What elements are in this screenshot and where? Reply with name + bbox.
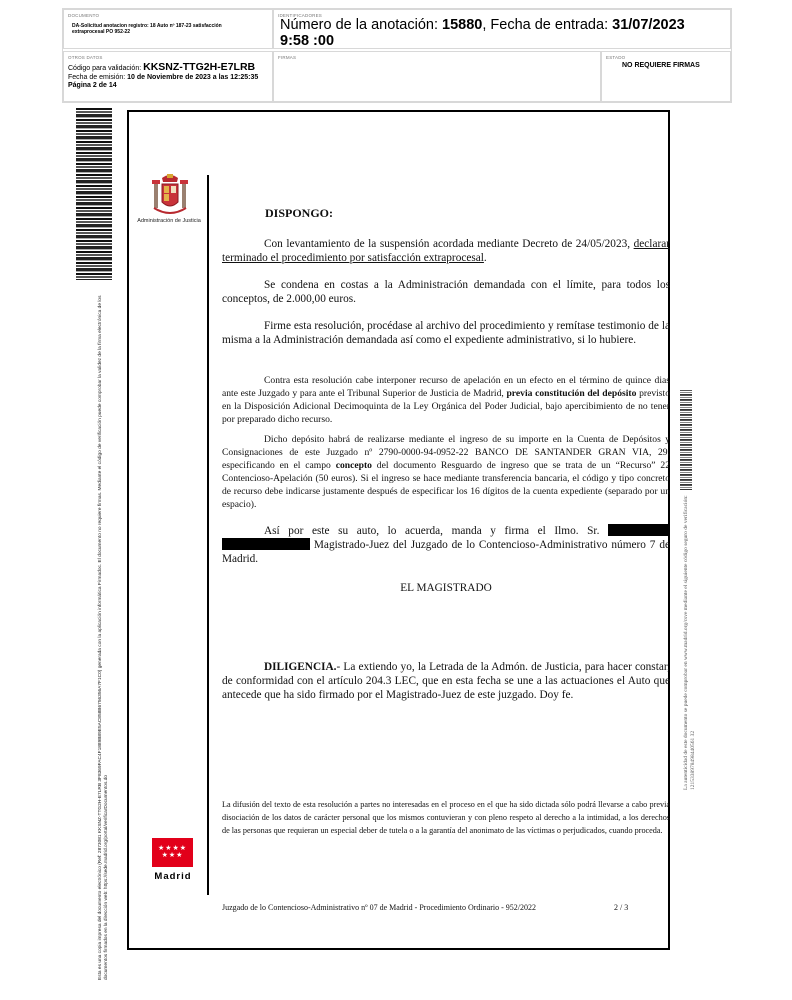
diligencia-bold: DILIGENCIA. — [264, 661, 337, 673]
p1-underlined: declarar terminado el procedimiento por satisfacción extraprocesal — [222, 238, 670, 265]
identificadores-cell — [273, 9, 731, 49]
otros-label: OTROS DATOS — [68, 55, 103, 60]
paragraph-6 — [222, 524, 670, 567]
documento-cell — [63, 9, 273, 49]
document-stamp-header — [62, 8, 732, 103]
p6-text-b: Magistrado-Juez del Juzgado de lo Contencioso-Administrativo número 7 de Madrid. — [222, 539, 670, 566]
spanish-crest-icon — [150, 172, 190, 220]
p1-end: . — [483, 252, 487, 265]
otros-datos-cell — [63, 51, 273, 102]
documento-value: DA-Solicitud anotacion registro: 18 Auto nº 187-23 satisfacción extraprocesal PO 952-22 — [72, 23, 222, 35]
paragraph-2: Se condena en costas a la Administración demandada con el límite, para todos los conceptos, de 2.000,00 euros. — [222, 279, 670, 306]
codigo-prefix: Código para validación: — [68, 65, 144, 72]
firmas-cell — [273, 51, 601, 102]
barcode-left — [76, 108, 112, 280]
madrid-label: Madrid — [154, 871, 192, 882]
madrid-flag-icon: ★★★★ ★★★ — [152, 838, 193, 867]
fecha-entrada: 31/07/2023 9:58 :00 — [280, 17, 685, 49]
p5-text-c: del documento Resguardo de ingreso que se trata de un “Recurso” 22 Contencioso-Apelación (50 euros). Si el ingreso se hace mediante transferencia bancaria, el código y tipo concreto de recurso debe indicarse justamente después de especificar los 16 dígitos de la cuenta expediente (separado por un espacio). — [222, 460, 670, 510]
emision-prefix: Fecha de emisión: — [68, 73, 128, 81]
p6-text-a: Así por este su auto, lo acuerda, manda y firma el Ilmo. Sr. — [264, 525, 608, 537]
verification-note-left: Esta es una copia impresa del documento electrónico (Ref: 2873081 KKSNZ-TTG2H-E7LRB 3F8369FAC4F1889B89E5AC858B6756356A7F1C0) generada con la aplicación informática Firmadoc. El documento no requiere firmas. Mediante el código de verificación puede comprobar la validez de la firma electrónica de los documentos firmados en la dirección web: https://sede.madrid.org/portal/verificarDocumentos.do — [98, 295, 109, 980]
anotacion-prefix: Número de la anotación: — [280, 17, 443, 33]
paragraph-1 — [222, 237, 670, 265]
estado-label: ESTADO — [606, 55, 626, 60]
crest-label: Administración de Justicia — [137, 218, 201, 224]
p5-bold: concepto — [335, 460, 372, 471]
paragraph-4 — [222, 374, 670, 426]
privacy-notice: La difusión del texto de esta resolución a partes no interesadas en el proceso en el que ha sido dictada sólo podrá llevarse a cabo previa disociación de los datos de carácter personal que los mismos contuvieran y con pleno respeto al derecho a la intimidad, a los derechos de las personas que requieran un especial deber de tutela o a la garantía del anonimato de las víctimas o perjudicados, cuando proceda. — [222, 800, 670, 835]
page-footer — [222, 903, 642, 912]
estado-cell — [601, 51, 731, 102]
firmas-label: FIRMAS — [278, 55, 297, 60]
barcode-right — [680, 390, 692, 490]
paragraph-diligencia — [222, 660, 670, 703]
fecha-prefix: , Fecha de entrada: — [482, 17, 613, 33]
footer-page-number: 2 / 3 — [614, 903, 629, 912]
emision-date: 10 de Noviembre de 2023 a las 12:25:35 — [127, 73, 259, 81]
documento-label: DOCUMENTO — [68, 13, 100, 18]
paragraph-3: Firme esta resolución, procédase al archivo del procedimiento y remítase testimonio de la misma a la Administración demandada así como el expediente administrativo, si lo hubiere. — [222, 320, 670, 347]
paragraph-5 — [222, 433, 670, 511]
magistrado-label: EL MAGISTRADO — [400, 582, 492, 594]
heading-dispongo: DISPONGO: — [265, 206, 334, 220]
footer-court: Juzgado de lo Contencioso-Administrativo nº 07 de Madrid - Procedimiento Ordinario - 952/2022 — [222, 903, 536, 912]
diligencia-text: - La extiendo yo, la Letrada de la Admón. de Justicia, para hacer constar, de conformidad con el artículo 204.3 LEC, que en esta fecha se une a las actuaciones el Auto que antecede que ha sido firmado por el Magistrado-Juez de este juzgado. Doy fe. — [222, 661, 670, 702]
anotacion-line — [280, 17, 700, 49]
p1-text: Con levantamiento de la suspensión acordada mediante Decreto de 24/05/2023, — [264, 238, 634, 250]
redacted-name-2 — [222, 538, 310, 550]
p5-text-a: Dicho depósito habrá de realizarse mediante el ingreso de su importe en la Cuenta de Depósitos y Consignaciones de este Juzgado nº 2790-0000-94-0952-22 BANCO DE SANTANDER GRAN VIA, 29, especificando en el campo — [222, 434, 670, 471]
sidebar-divider — [207, 175, 209, 895]
verification-note-right: La autenticidad de este documento se puede comprobar en www.madrid.org/csve mediante el siguiente código seguro de verificación: 1215338978498440561 32 — [683, 495, 696, 790]
anotacion-number: 15880 — [442, 17, 483, 33]
page-count: Página 2 de 14 — [68, 82, 117, 89]
p4-text-a: Contra esta resolución cabe interponer recurso de apelación en un efecto en el término de quince dias ante este Juzgado y para ante el Tribunal Superior de Justicia de Madrid, — [222, 375, 670, 399]
redacted-name-1 — [608, 524, 670, 536]
p4-text-c: previsto en la Disposición Adicional Decimoquinta de la Ley Orgánica del Poder Judicial, bajo apercibimiento de no tener por preparado dicho recurso. — [222, 388, 670, 425]
estado-value: NO REQUIERE FIRMAS — [622, 62, 700, 69]
p4-bold: previa constitución del depósito — [506, 388, 637, 399]
validation-code: KKSNZ-TTG2H-E7LRB — [143, 61, 256, 73]
identificadores-label: IDENTIFICADORES — [278, 13, 323, 18]
